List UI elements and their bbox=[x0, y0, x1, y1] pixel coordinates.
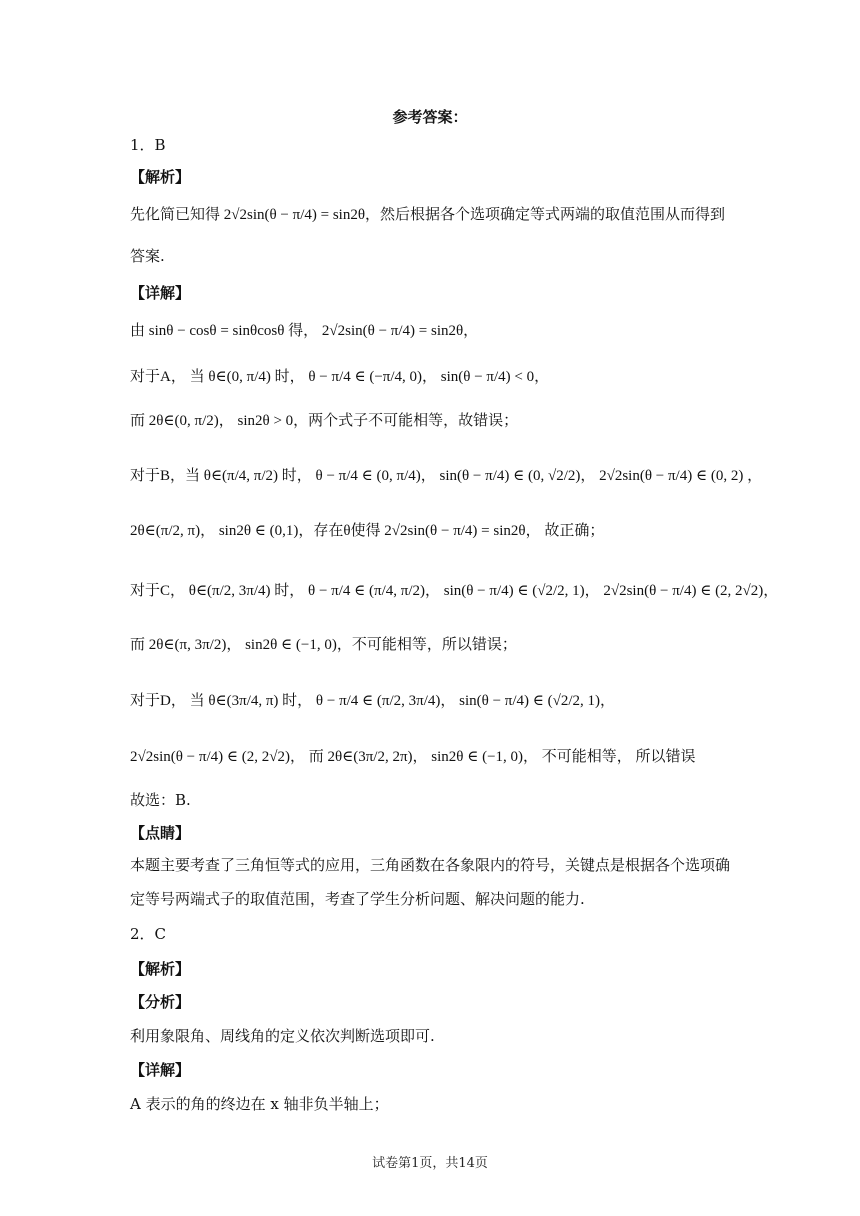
question-2-answer: 2．C bbox=[130, 925, 167, 943]
section-heading-dianjing: 【点睛】 bbox=[130, 824, 191, 842]
section-heading-jiexi: 【解析】 bbox=[130, 960, 191, 978]
text-line: 答案. bbox=[130, 247, 165, 265]
math-line: 对于D， 当 θ∈(3π/4, π) 时， θ − π/4 ∈ (π/2, 3π/4)， sin(θ − π/4) ∈ (√2/2, 1)， bbox=[130, 693, 616, 709]
math-line: 2√2sin(θ − π/4) ∈ (2, 2√2)， 而 2θ∈(3π/2, 2π)， sin2θ ∈ (−1, 0)， 不可能相等， 所以错误 bbox=[130, 749, 696, 765]
text-line: 先化简已知得 2√2sin(θ − π/4) = sin2θ，然后根据各个选项确定等式两端的取值范围从而得到 bbox=[130, 207, 726, 223]
math-line: 对于C， θ∈(π/2, 3π/4) 时， θ − π/4 ∈ (π/4, π/2)， sin(θ − π/4) ∈ (√2/2, 1)， 2√2sin(θ − π/4) ∈ (2, 2√2)， bbox=[130, 583, 779, 599]
answer-title: 参考答案： bbox=[392, 108, 468, 126]
math-line: 由 sinθ − cosθ = sinθcosθ 得， 2√2sin(θ − π/4) = sin2θ， bbox=[130, 323, 479, 339]
text-line: 本题主要考查了三角恒等式的应用，三角函数在各象限内的符号，关键点是根据各个选项确 bbox=[130, 856, 731, 874]
text-line: 故选：B. bbox=[130, 791, 191, 809]
question-1-answer: 1．B bbox=[130, 136, 166, 154]
section-heading-xiangjie: 【详解】 bbox=[130, 1061, 191, 1079]
section-heading-jiexi: 【解析】 bbox=[130, 168, 191, 186]
math-line: 对于A， 当 θ∈(0, π/4) 时， θ − π/4 ∈ (−π/4, 0)， sin(θ − π/4) < 0， bbox=[130, 369, 550, 385]
section-heading-xiangjie: 【详解】 bbox=[130, 284, 191, 302]
math-line: 而 2θ∈(0, π/2)， sin2θ > 0，两个式子不可能相等，故错误； bbox=[130, 413, 519, 429]
math-line: 2θ∈(π/2, π)， sin2θ ∈ (0,1)，存在θ使得 2√2sin(θ − π/4) = sin2θ， 故正确； bbox=[130, 523, 605, 539]
section-heading-fenxi: 【分析】 bbox=[130, 993, 191, 1011]
math-line: 而 2θ∈(π, 3π/2)， sin2θ ∈ (−1, 0)，不可能相等，所以错误； bbox=[130, 637, 517, 653]
math-line: 对于B，当 θ∈(π/4, π/2) 时， θ − π/4 ∈ (0, π/4)， sin(θ − π/4) ∈ (0, √2/2)， 2√2sin(θ − π/4) ∈ (0, 2) ， bbox=[130, 468, 763, 484]
page-footer: 试卷第1页，共14页 bbox=[372, 1156, 488, 1171]
text-line: A 表示的角的终边在 x 轴非负半轴上； bbox=[130, 1095, 389, 1113]
text-line: 利用象限角、周线角的定义依次判断选项即可. bbox=[130, 1027, 435, 1045]
text-line: 定等号两端式子的取值范围，考查了学生分析问题、解决问题的能力. bbox=[130, 890, 585, 908]
